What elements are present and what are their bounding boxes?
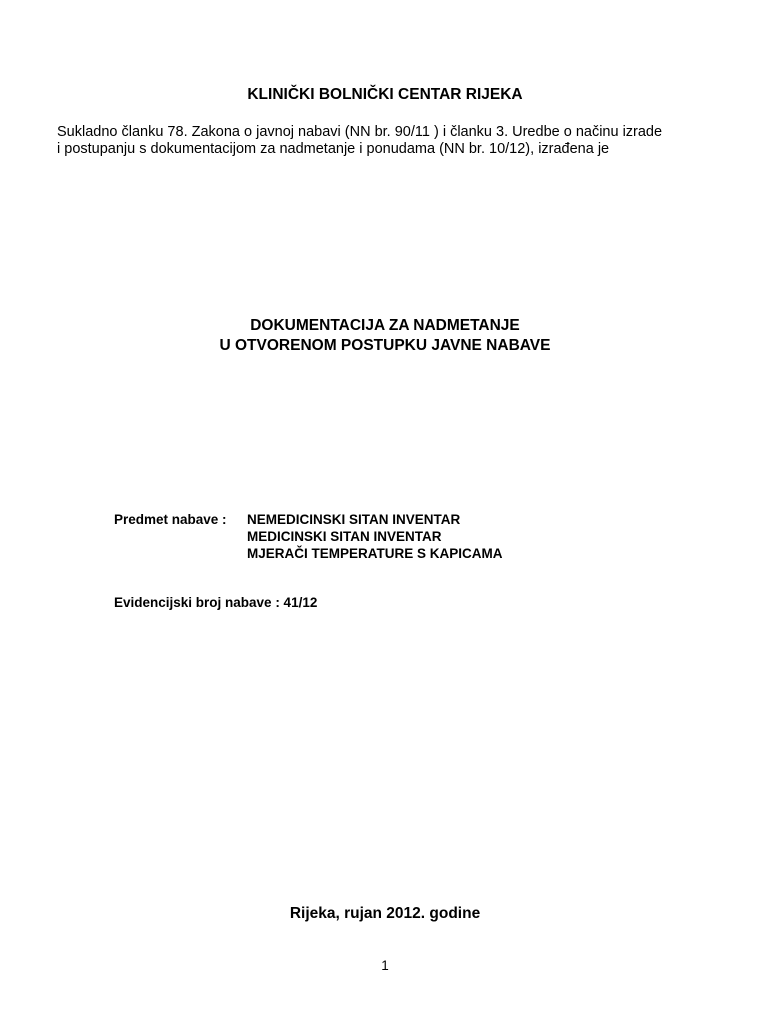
procurement-subject-item: MEDICINSKI SITAN INVENTAR [247,529,442,544]
intro-line: i postupanju s dokumentacijom za nadmetanje i ponudama (NN br. 10/12), izrađena je [57,141,610,157]
document-title-line: U OTVORENOM POSTUPKU JAVNE NABAVE [219,337,551,354]
procurement-subject-items [247,511,503,562]
procurement-subject-item: MJERAČI TEMPERATURE S KAPICAMA [247,546,503,561]
institution-heading: KLINIČKI BOLNIČKI CENTAR RIJEKA [247,86,523,103]
document-title [0,316,770,356]
procurement-subject-label: Predmet nabave : [114,512,227,527]
place-and-date: Rijeka, rujan 2012. godine [289,905,481,922]
intro-line: Sukladno članku 78. Zakona o javnoj nabavi (NN br. 90/11 ) i članku 3. Uredbe o načinu izrade [57,124,663,140]
intro-paragraph [57,124,747,158]
document-title-line: DOKUMENTACIJA ZA NADMETANJE [250,317,520,334]
page-number: 1 [381,958,389,973]
reference-number: Evidencijski broj nabave : 41/12 [114,595,318,610]
procurement-subject-item: NEMEDICINSKI SITAN INVENTAR [247,512,461,527]
